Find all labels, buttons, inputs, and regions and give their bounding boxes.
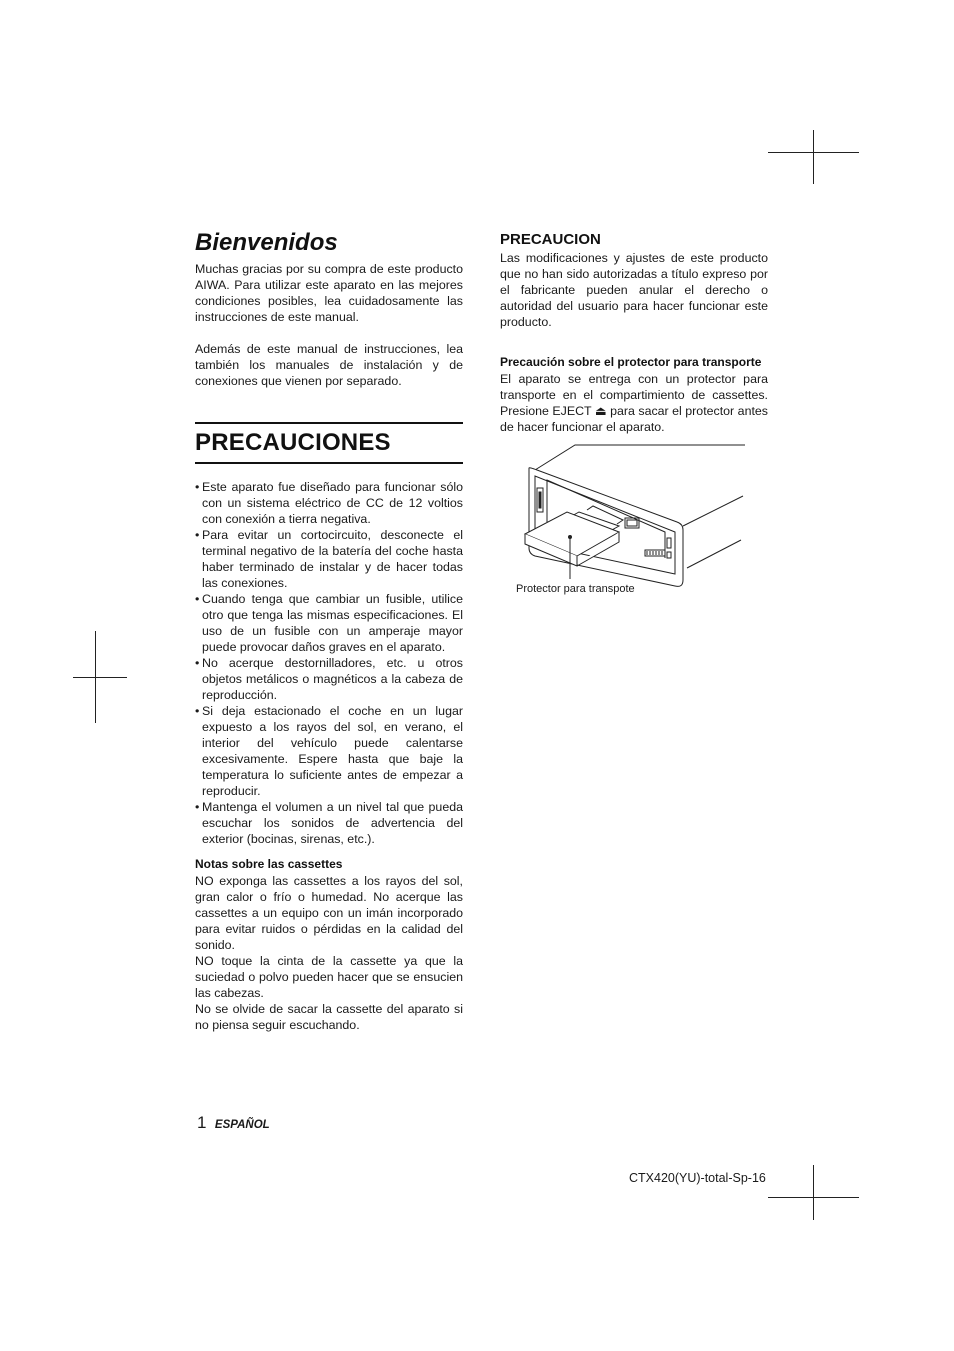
welcome-paragraph-1: Muchas gracias por su compra de este producto AIWA. Para utilizar este aparato en las mejores condiciones posibles, lea cuidadosamente las instrucciones de este manual. — [195, 262, 463, 324]
transport-text-before: El aparato se entrega con un protector para transporte en el compartimiento de cassettes. Presione EJECT — [500, 372, 768, 418]
caution-title: PRECAUCION — [500, 231, 601, 248]
transport-protector-paragraph — [500, 371, 768, 435]
transport-text-after: para sacar el protector antes de hacer funcionar el aparato. — [500, 404, 768, 434]
transport-protector-title: Precaución sobre el protector para transporte — [500, 355, 762, 369]
caution-paragraph: Las modificaciones y ajustes de este producto que no han sido autorizadas a título expreso por el fabricante pueden anular el derecho o autoridad del usuario para hacer funcionar este producto. — [500, 251, 768, 329]
precautions-title: PRECAUCIONES — [195, 429, 391, 456]
crop-mark-bottom-right-v — [813, 1165, 814, 1220]
precautions-bottom-rule — [195, 462, 463, 464]
cassette-deck-illustration — [515, 440, 745, 590]
crop-mark-left-v — [95, 631, 96, 723]
cassette-notes-title: Notas sobre las cassettes — [195, 857, 343, 871]
precaution-item-4: • No acerque destornilladores, etc. u otros objetos metálicos o magnéticos a la cabeza de reproducción. — [195, 655, 463, 703]
welcome-title: Bienvenidos — [195, 229, 338, 256]
figure-caption: Protector para transpote — [516, 583, 635, 595]
caution-section — [500, 231, 768, 435]
cassette-notes-paragraph-3: No se olvide de sacar la cassette del aparato si no piensa seguir escuchando. — [195, 1002, 463, 1032]
document-code: CTX420(YU)-total-Sp-16 — [629, 1171, 766, 1185]
page-number: 1 — [197, 1113, 207, 1132]
cassette-notes-paragraph-2: NO toque la cinta de la cassette ya que la suciedad o polvo pueden hacer que se ensucien las cabezas. — [195, 954, 463, 1000]
precaution-item-2: • Para evitar un cortocircuito, desconecte el terminal negativo de la batería del coche hasta haber terminado de instalar y de hacer todas las conexiones. — [195, 527, 463, 591]
precaution-item-1: • Este aparato fue diseñado para funcionar sólo con un sistema eléctrico de CC de 12 voltios con conexión a tierra negativa. — [195, 479, 463, 527]
cassette-notes-paragraph-1: NO exponga las cassettes a los rayos del sol, gran calor o frío o humedad. No acerque las cassettes a un equipo con un imán incorporado para evitar ruidos o pérdidas en la calidad del sonido. — [195, 874, 463, 952]
precautions-list-section — [195, 479, 463, 1033]
precautions-top-rule — [195, 422, 463, 424]
language-label: ESPAÑOL — [214, 1119, 270, 1131]
eject-icon: ⏏ — [594, 404, 607, 418]
precautions-list — [195, 479, 463, 847]
precaution-item-6: • Mantenga el volumen a un nivel tal que pueda escuchar los sonidos de advertencia del exterior (bocinas, sirenas, etc.). — [195, 799, 463, 847]
crop-mark-left-h — [73, 677, 127, 678]
welcome-section — [195, 229, 463, 389]
page-footer — [197, 1113, 270, 1133]
welcome-paragraph-2: Además de este manual de instrucciones, lea también los manuales de instalación y de conexiones que vienen por separado. — [195, 342, 463, 388]
crop-mark-top-right-v — [813, 130, 814, 184]
precaution-item-5: • Si deja estacionado el coche en un lugar expuesto a los rayos del sol, en verano, el interior del vehículo puede calentarse excesivamente. Espere hasta que baje la temperatura lo suficiente antes de empezar a reproducir. — [195, 703, 463, 799]
precaution-item-3: • Cuando tenga que cambiar un fusible, utilice otro que tenga las mismas especificaciones. El uso de un fusible con un amperaje mayor puede provocar daños graves en el aparato. — [195, 591, 463, 655]
